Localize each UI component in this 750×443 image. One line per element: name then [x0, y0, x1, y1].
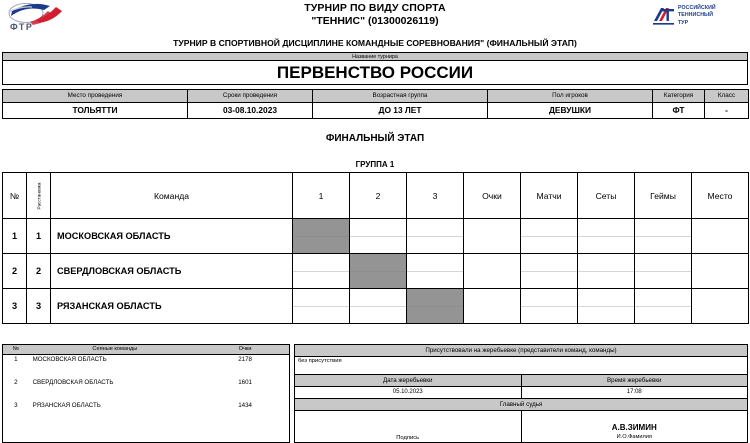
stat-cell-divider: [578, 236, 634, 237]
sport-title-line-2: "ТЕННИС" (01300026119): [311, 15, 439, 27]
attendance-value: без присутствия: [295, 357, 748, 375]
row-team-name: МОСКОВСКАЯ ОБЛАСТЬ: [51, 219, 293, 254]
info-header-row: [3, 90, 749, 103]
document-header: [0, 0, 750, 52]
discipline-title: ТУРНИР В СПОРТИВНОЙ ДИСЦИПЛИНЕ КОМАНДНЫЕ СОРЕВНОВАНИЯ" (ФИНАЛЬНЫЙ ЭТАП): [173, 38, 577, 48]
group-standings-table: [2, 172, 749, 324]
tournament-info-table: [2, 89, 749, 119]
draw-time-value: 17:08: [521, 387, 748, 399]
judge-header: Главный судья: [295, 399, 748, 411]
match-cell-2-3: [407, 254, 464, 289]
group-header-seeding-label: Расстановка: [36, 182, 41, 209]
row-matches: [521, 289, 578, 324]
row-points: [464, 254, 521, 289]
seeded-header-row: [3, 345, 290, 355]
info-header-category: Категория: [653, 90, 705, 103]
list-item: [3, 401, 290, 424]
row-team-name: РЯЗАНСКАЯ ОБЛАСТЬ: [51, 289, 293, 324]
row-team-name: СВЕРДЛОВСКАЯ ОБЛАСТЬ: [51, 254, 293, 289]
rtt-logo: [652, 3, 744, 29]
row-seeding: 2: [27, 254, 51, 289]
tournament-name-value: ПЕРВЕНСТВО РОССИИ: [3, 61, 747, 85]
info-value-row: [3, 103, 749, 119]
row-matches: [521, 254, 578, 289]
match-cell-divider: [407, 236, 463, 237]
table-row: [3, 254, 749, 289]
stat-cell-divider: [635, 236, 691, 237]
seeded-row-team: РЯЗАНСКАЯ ОБЛАСТЬ: [32, 401, 101, 409]
draw-datetime-value-row: [295, 387, 748, 399]
match-cell-1-1: [293, 219, 350, 254]
svg-text:ФТР: ФТР: [10, 22, 34, 32]
row-matches: [521, 219, 578, 254]
match-cell-1-3: [407, 219, 464, 254]
judge-name-caption: И.О.Фамилия: [616, 434, 652, 440]
rtt-logo-line-2: ТЕННИСНЫЙ: [678, 12, 714, 19]
match-cell-3-1: [293, 289, 350, 324]
seeded-row-points: 1434: [238, 401, 252, 409]
match-cell-divider: [350, 306, 406, 307]
group-header-games: Геймы: [635, 173, 692, 219]
match-cell-2-2: [350, 254, 407, 289]
draw-date-value: 05.10.2023: [295, 387, 522, 399]
info-value-dates: 03-08.10.2023: [188, 103, 313, 119]
tournament-name-label: Название турнира: [3, 53, 747, 61]
row-number: 3: [3, 289, 27, 324]
row-place: [692, 254, 749, 289]
row-points: [464, 289, 521, 324]
group-title: ГРУППА 1: [355, 160, 395, 169]
rtt-logo-line-3: ТУР: [678, 19, 689, 26]
attendance-header: Присутствовали на жеребьевке (представители команд, команды): [295, 345, 748, 357]
group-header-row: [3, 173, 749, 219]
info-value-venue: ТОЛЬЯТТИ: [3, 103, 188, 119]
list-item: [3, 378, 290, 401]
seeded-row-number: 3: [14, 401, 18, 409]
row-points: [464, 219, 521, 254]
match-cell-divider: [293, 306, 349, 307]
group-header-sets: Сеты: [578, 173, 635, 219]
row-sets: [578, 219, 635, 254]
draw-datetime-header-row: [295, 375, 748, 387]
stat-cell-divider: [521, 236, 577, 237]
row-seeding: 1: [27, 219, 51, 254]
title-block: [0, 2, 750, 49]
seeded-header-num: №: [3, 345, 29, 355]
row-games: [635, 219, 692, 254]
match-cell-divider: [293, 236, 349, 237]
signature-cell: Подпись: [295, 411, 522, 443]
seeded-row-team: СВЕРДЛОВСКАЯ ОБЛАСТЬ: [32, 378, 114, 386]
row-sets: [578, 254, 635, 289]
stat-cell-divider: [578, 271, 634, 272]
stat-cell-divider: [521, 306, 577, 307]
row-games: [635, 254, 692, 289]
seeded-table-body: [3, 355, 290, 424]
draw-time-label: Время жеребьевки: [521, 375, 748, 387]
stage-title: ФИНАЛЬНЫЙ ЭТАП: [325, 133, 425, 144]
row-place: [692, 289, 749, 324]
draw-info-table: [294, 344, 748, 443]
row-sets: [578, 289, 635, 324]
rtt-logo-text: [678, 5, 716, 26]
stat-cell-divider: [578, 306, 634, 307]
match-cell-divider: [350, 271, 406, 272]
judge-signature-row: [295, 411, 748, 443]
match-cell-divider: [407, 271, 463, 272]
info-header-gender: Пол игроков: [488, 90, 653, 103]
seeded-header-teams: Сеяные команды: [29, 345, 202, 355]
seeded-row-number: 2: [14, 378, 18, 386]
stat-cell-divider: [521, 271, 577, 272]
match-cell-divider: [407, 306, 463, 307]
match-cell-divider: [350, 236, 406, 237]
group-header-num: №: [3, 173, 27, 219]
group-table-body: [3, 219, 749, 324]
judge-name: А.В.ЗИМИН: [611, 423, 657, 432]
info-value-category: ФТ: [653, 103, 705, 119]
row-number: 1: [3, 219, 27, 254]
group-header-matches: Матчи: [521, 173, 578, 219]
group-header-team: Команда: [51, 173, 293, 219]
match-cell-3-3: [407, 289, 464, 324]
group-header-points: Очки: [464, 173, 521, 219]
group-header-seeding: [27, 173, 51, 219]
row-games: [635, 289, 692, 324]
tournament-name-band: [2, 52, 748, 85]
row-place: [692, 219, 749, 254]
seeded-header-points: Очки: [201, 345, 289, 355]
rtt-logo-icon: [652, 5, 676, 27]
seeded-teams-table: [2, 344, 290, 443]
list-item: [3, 355, 290, 378]
seeded-row-team: МОСКОВСКАЯ ОБЛАСТЬ: [32, 356, 107, 364]
row-seeding: 3: [27, 289, 51, 324]
judge-name-cell: [521, 411, 748, 443]
stat-cell-divider: [635, 306, 691, 307]
match-cell-divider: [293, 271, 349, 272]
draw-date-label: Дата жеребьевки: [295, 375, 522, 387]
group-header-opponent-1: 1: [293, 173, 350, 219]
bottom-section: [2, 344, 748, 443]
rtt-logo-line-1: РОССИЙСКИЙ: [678, 5, 716, 12]
info-value-age-group: ДО 13 ЛЕТ: [313, 103, 488, 119]
attendance-value-row: [295, 357, 748, 375]
seeded-row-number: 1: [14, 356, 18, 364]
info-header-dates: Сроки проведения: [188, 90, 313, 103]
info-value-gender: ДЕВУШКИ: [488, 103, 653, 119]
group-header-opponent-2: 2: [350, 173, 407, 219]
seeded-spacer-row: [3, 424, 290, 443]
sport-title-line-1: ТУРНИР ПО ВИДУ СПОРТА: [304, 2, 446, 14]
judge-header-row: [295, 399, 748, 411]
table-row: [3, 219, 749, 254]
seeded-row-points: 1601: [238, 378, 252, 386]
row-number: 2: [3, 254, 27, 289]
match-cell-1-2: [350, 219, 407, 254]
group-header-place: Место: [692, 173, 749, 219]
info-header-class: Класс: [705, 90, 749, 103]
group-header-opponent-3: 3: [407, 173, 464, 219]
stat-cell-divider: [635, 271, 691, 272]
info-header-age-group: Возрастная группа: [313, 90, 488, 103]
info-header-venue: Место проведения: [3, 90, 188, 103]
match-cell-3-2: [350, 289, 407, 324]
seeded-row-points: 2178: [238, 356, 252, 364]
table-row: [3, 289, 749, 324]
info-value-class: -: [705, 103, 749, 119]
match-cell-2-1: [293, 254, 350, 289]
attendance-header-row: [295, 345, 748, 357]
